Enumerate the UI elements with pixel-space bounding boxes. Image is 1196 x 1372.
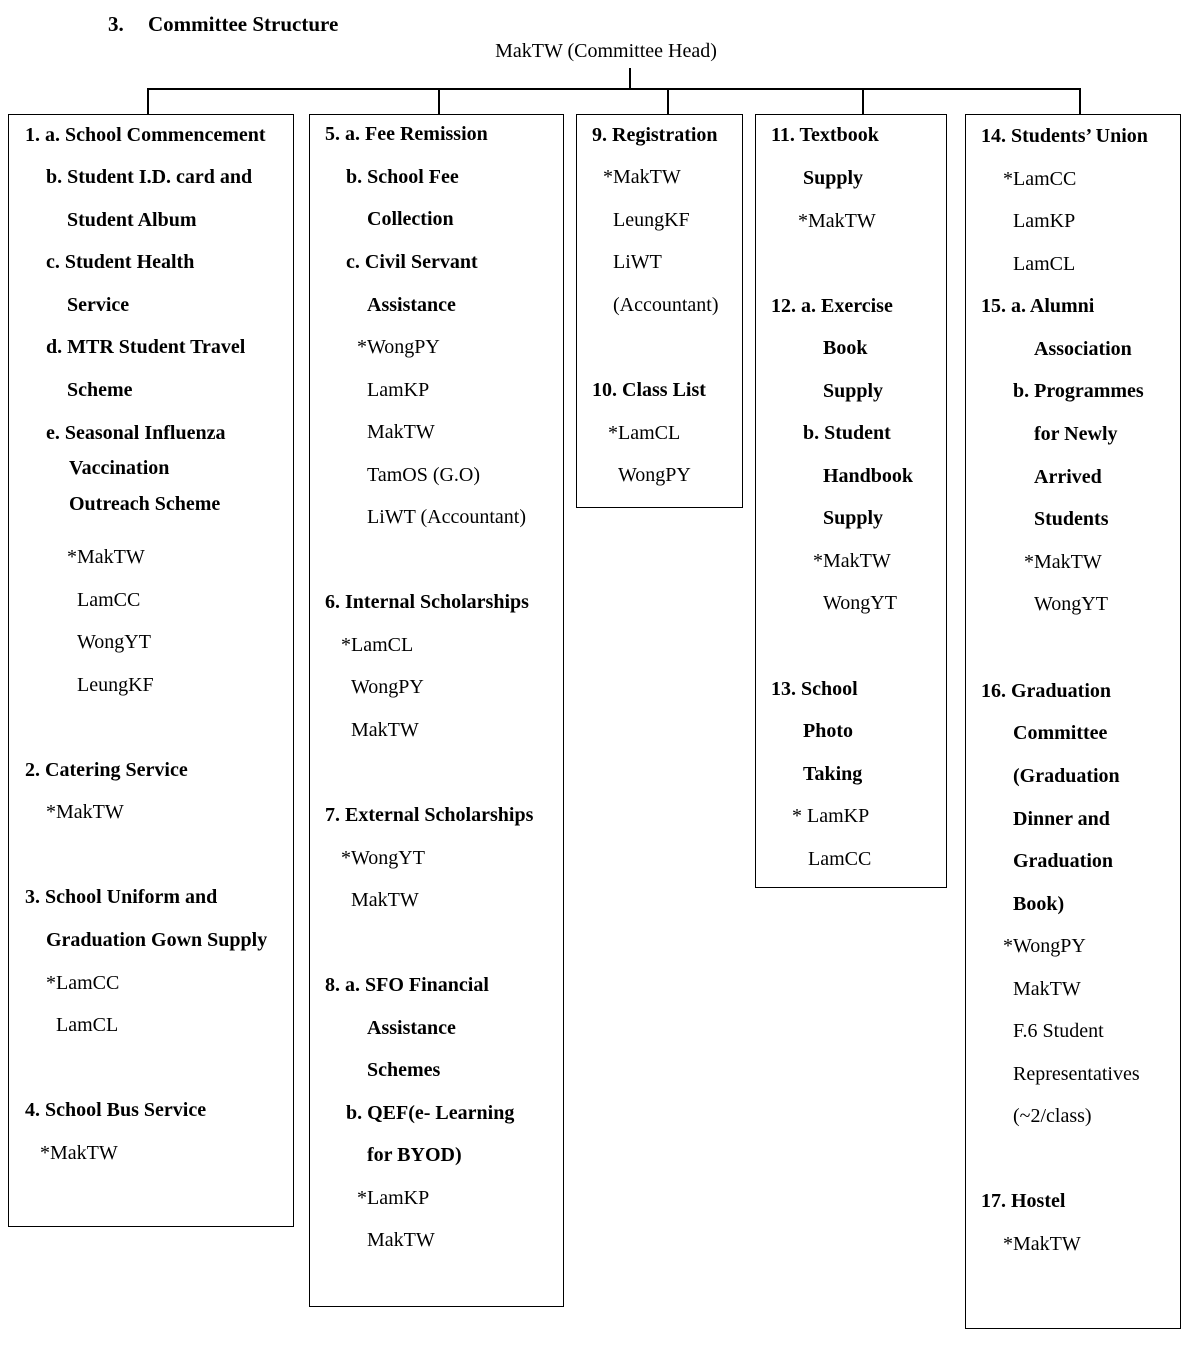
duty-15b-for-newly: for Newly (1034, 423, 1118, 445)
member: MakTW (367, 421, 435, 443)
duty-8b-qef: b. QEF(e- Learning (346, 1102, 515, 1124)
duty-13-school: 13. School (771, 678, 858, 700)
committee-head: MakTW (Committee Head) (495, 40, 717, 62)
drop-line-1 (147, 88, 149, 114)
duty-3-gown: Graduation Gown Supply (46, 929, 268, 951)
member: LeungKF (613, 209, 690, 231)
duty-12b-student: b. Student (803, 422, 891, 444)
member: LamCC (808, 848, 872, 870)
duty-16-committee: Committee (1013, 722, 1108, 744)
duty-8a-schemes: Schemes (367, 1059, 441, 1081)
duty-1a-school-commencement: 1. a. School Commencement (25, 124, 266, 146)
duty-17-hostel: 17. Hostel (981, 1190, 1066, 1212)
head-connector (629, 68, 631, 88)
member: *WongYT (341, 847, 425, 869)
duty-16-book: Book) (1013, 893, 1065, 915)
member: *WongPY (357, 336, 440, 358)
section-heading (108, 12, 338, 37)
duty-12b-supply: Supply (823, 507, 884, 529)
duty-4-school-bus: 4. School Bus Service (25, 1099, 207, 1121)
duty-12a-supply: Supply (823, 380, 884, 402)
member: Representatives (1013, 1063, 1140, 1085)
duty-13-photo: Photo (803, 720, 853, 742)
duty-15b-programmes: b. Programmes (1013, 380, 1144, 402)
duty-1b-student-id: b. Student I.D. card and (46, 166, 253, 188)
duty-16-graduation: 16. Graduation (981, 680, 1112, 702)
member: LiWT (Accountant) (367, 506, 527, 528)
duty-11-textbook: 11. Textbook (771, 124, 879, 146)
member: *LamCL (341, 634, 414, 656)
member: F.6 Student (1013, 1020, 1104, 1042)
section-title: Committee Structure (148, 12, 339, 36)
duty-8a-assistance: Assistance (367, 1017, 456, 1039)
member: MakTW (1013, 978, 1081, 1000)
duty-1e-outreach: Outreach Scheme (69, 493, 221, 515)
duty-1b-student-album: Student Album (67, 209, 197, 231)
member: LamCL (1013, 253, 1076, 275)
member: *LamCL (608, 422, 681, 444)
member: *MakTW (40, 1142, 118, 1164)
member: MakTW (351, 889, 419, 911)
member: *MakTW (1003, 1233, 1081, 1255)
duty-15a-association: Association (1034, 338, 1132, 360)
duty-12a-book: Book (823, 337, 868, 359)
committee-box-1 (8, 114, 294, 1227)
member: *MakTW (46, 801, 124, 823)
duty-7-external-scholarships: 7. External Scholarships (325, 804, 534, 826)
drop-line-3 (667, 88, 669, 114)
member: WongPY (351, 676, 424, 698)
duty-1c-service: Service (67, 294, 130, 316)
member: TamOS (G.O) (367, 464, 481, 486)
member: WongYT (77, 631, 151, 653)
member: LeungKF (77, 674, 154, 696)
member: LiWT (613, 251, 662, 273)
duty-2-catering: 2. Catering Service (25, 759, 188, 781)
member: MakTW (367, 1229, 435, 1251)
duty-9-registration: 9. Registration (592, 124, 718, 146)
member: LamCL (56, 1014, 119, 1036)
member: *WongPY (1003, 935, 1086, 957)
duty-5a-fee-remission: 5. a. Fee Remission (325, 123, 488, 145)
duty-12b-handbook: Handbook (823, 465, 914, 487)
duty-8b-byod: for BYOD) (367, 1144, 462, 1166)
section-number: 3. (108, 12, 124, 36)
duty-1d-mtr-travel: d. MTR Student Travel (46, 336, 246, 358)
member: *LamKP (357, 1187, 430, 1209)
duty-10-class-list: 10. Class List (592, 379, 706, 401)
duty-13-taking: Taking (803, 763, 863, 785)
drop-line-5 (1079, 88, 1081, 114)
drop-line-2 (438, 88, 440, 114)
member: *MakTW (798, 210, 876, 232)
member: *LamCC (46, 972, 120, 994)
duty-5c-civil-servant: c. Civil Servant (346, 251, 478, 273)
member: *MakTW (813, 550, 891, 572)
member: MakTW (351, 719, 419, 741)
duty-12a-exercise: 12. a. Exercise (771, 295, 893, 317)
member: *MakTW (1024, 551, 1102, 573)
duty-1e-influenza: e. Seasonal Influenza (46, 422, 226, 444)
duty-8a-sfo-financial: 8. a. SFO Financial (325, 974, 489, 996)
duty-14-students-union: 14. Students’ Union (981, 125, 1148, 147)
duty-16-graduation-paren: (Graduation (1013, 765, 1120, 787)
duty-5b-collection: Collection (367, 208, 454, 230)
duty-16-graduation-2: Graduation (1013, 850, 1114, 872)
duty-15b-students: Students (1034, 508, 1109, 530)
duty-16-dinner: Dinner and (1013, 808, 1110, 830)
member: LamKP (367, 379, 430, 401)
duty-5b-school-fee: b. School Fee (346, 166, 459, 188)
member: (Accountant) (613, 294, 719, 316)
member: (~2/class) (1013, 1105, 1092, 1127)
member: *MakTW (67, 546, 145, 568)
duty-15a-alumni: 15. a. Alumni (981, 295, 1095, 317)
horizontal-connector (147, 88, 1081, 90)
member: WongYT (823, 592, 897, 614)
member: WongYT (1034, 593, 1108, 615)
member: *LamCC (1003, 168, 1077, 190)
duty-6-internal-scholarships: 6. Internal Scholarships (325, 591, 529, 613)
duty-1e-vaccination: Vaccination (69, 457, 170, 479)
duty-1d-scheme: Scheme (67, 379, 133, 401)
duty-15b-arrived: Arrived (1034, 466, 1102, 488)
duty-3-uniform: 3. School Uniform and (25, 886, 218, 908)
member: WongPY (618, 464, 691, 486)
member: LamCC (77, 589, 141, 611)
drop-line-4 (862, 88, 864, 114)
member: * LamKP (792, 805, 870, 827)
member: *MakTW (603, 166, 681, 188)
duty-11-supply: Supply (803, 167, 864, 189)
duty-1c-student-health: c. Student Health (46, 251, 195, 273)
duty-5c-assistance: Assistance (367, 294, 456, 316)
member: LamKP (1013, 210, 1076, 232)
